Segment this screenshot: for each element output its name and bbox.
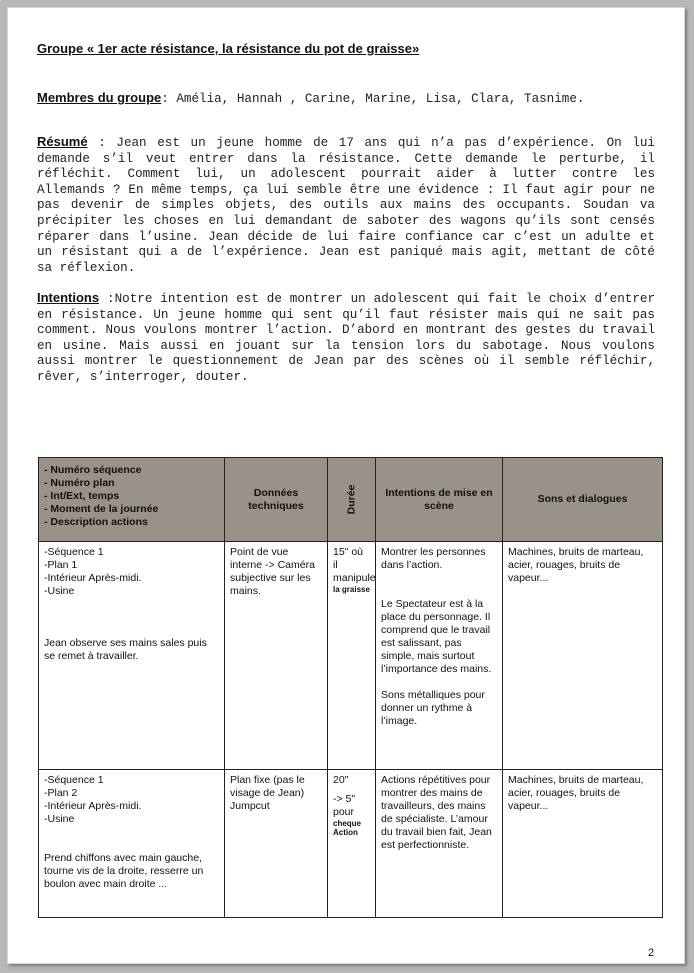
- sequence-table: [38, 457, 663, 918]
- header-sequence-info: [39, 458, 225, 542]
- action-description: Jean observe ses mains sales puis se remet à travailler.: [44, 637, 207, 662]
- header-intentions: Intentions de mise en scène: [376, 458, 503, 542]
- members-line: [37, 90, 584, 108]
- resume-text: : Jean est un jeune homme de 17 ans qui n’a pas d’expérience. On lui demande s’il veut entrer dans la résistance. Cette demande le perturbe, il réfléchit. Comment lui, un adolescent pourrait aider à lutter contre les Allemands ? En même temps, ça lui semble être une évidence : Il faut agir pour ne pas devenir de simples objets, des outils aux mains des occupants. Soudan va précipiter les choses en lui demandant de saboter des wagons qu’ils sont censés réparer dans l’usine. Jean décide de lui faire confiance car c’est un adulte et un résistant qui a de l’expérience. Jean est paniqué mais agit, mettant de côté sa réflexion.: [37, 136, 655, 275]
- seq-line: -Plan 1: [44, 559, 78, 571]
- intention-text: Sons métalliques pour donner un rythme à l’image.: [381, 689, 485, 727]
- header-line: - Description actions: [44, 516, 148, 528]
- seq-line: -Usine: [44, 585, 75, 597]
- intention-text: Le Spectateur est à la place du personnage. Il comprend que le travail est salissant, pas simple, mais surtout l’importance des mains.: [381, 598, 492, 675]
- table-row: [39, 542, 663, 770]
- duree-note: la graisse: [333, 585, 370, 594]
- resume-label: Résumé: [37, 134, 88, 149]
- seq-line: -Séquence 1: [44, 774, 104, 786]
- table-row: [39, 770, 663, 918]
- document-title: Groupe « 1er acte résistance, la résistance du pot de graisse»: [37, 41, 420, 56]
- header-duree-label: Durée: [344, 484, 357, 515]
- header-line: - Numéro plan: [44, 477, 115, 489]
- seq-line: -Intérieur Après-midi.: [44, 800, 142, 812]
- duree-value: 20": [333, 774, 349, 786]
- intention-text: Montrer les personnes dans l’action.: [381, 546, 486, 571]
- cell-sequence: [39, 770, 225, 918]
- cell-technique: Point de vue interne -> Caméra subjective sur les mains.: [225, 542, 328, 770]
- resume-paragraph: [37, 134, 655, 276]
- page-number: 2: [648, 947, 655, 959]
- cell-sequence: [39, 542, 225, 770]
- cell-sons: Machines, bruits de marteau, acier, rouages, bruits de vapeur...: [503, 770, 663, 918]
- table-header-row: [39, 458, 663, 542]
- header-technique: Données techniques: [225, 458, 328, 542]
- cell-technique: Plan fixe (pas le visage de Jean) Jumpcut: [225, 770, 328, 918]
- seq-line: -Intérieur Après-midi.: [44, 572, 142, 584]
- cell-duree: [328, 770, 376, 918]
- document-page: [7, 7, 685, 964]
- cell-duree: [328, 542, 376, 770]
- members-list: : Amélia, Hannah , Carine, Marine, Lisa, Clara, Tasnime.: [161, 92, 585, 106]
- header-line: - Int/Ext, temps: [44, 490, 120, 502]
- header-duree: [328, 458, 376, 542]
- action-description: Prend chiffons avec main gauche, tourne vis de la droite, resserre un boulon avec main droite ...: [44, 852, 204, 890]
- cell-intentions: Actions répétitives pour montrer des mains de travailleurs, des mains de spécialiste. L’amour du travail bien fait, Jean est perfectionniste.: [376, 770, 503, 918]
- duree-note: cheque Action: [333, 819, 362, 837]
- header-sons: Sons et dialogues: [503, 458, 663, 542]
- header-line: - Numéro séquence: [44, 464, 142, 476]
- duree-value: -> 5" pour: [333, 793, 356, 818]
- seq-line: -Usine: [44, 813, 75, 825]
- cell-intentions: [376, 542, 503, 770]
- cell-sons: Machines, bruits de marteau, acier, rouages, bruits de vapeur...: [503, 542, 663, 770]
- seq-line: -Séquence 1: [44, 546, 104, 558]
- intentions-text: :Notre intention est de montrer un adolescent qui fait le choix d’entrer en résistance. Un jeune homme qui sent qu’il faut résister mais qui ne sait pas comment. Nous voulons montrer l’action. D’abord en montrant des gestes du travail en usine. Mais aussi en jouant sur la tension lors du sabotage. Nous voulons aussi montrer le questionnement de Jean par des scènes où il semble réfléchir, rêver, s’interroger, douter.: [37, 292, 656, 384]
- intentions-paragraph: [37, 290, 655, 386]
- seq-line: -Plan 2: [44, 787, 78, 799]
- header-line: - Moment de la journée: [44, 503, 159, 515]
- members-label: Membres du groupe: [37, 90, 162, 105]
- intentions-label: Intentions: [37, 290, 100, 305]
- duree-value: 15" où il manipule: [333, 546, 376, 584]
